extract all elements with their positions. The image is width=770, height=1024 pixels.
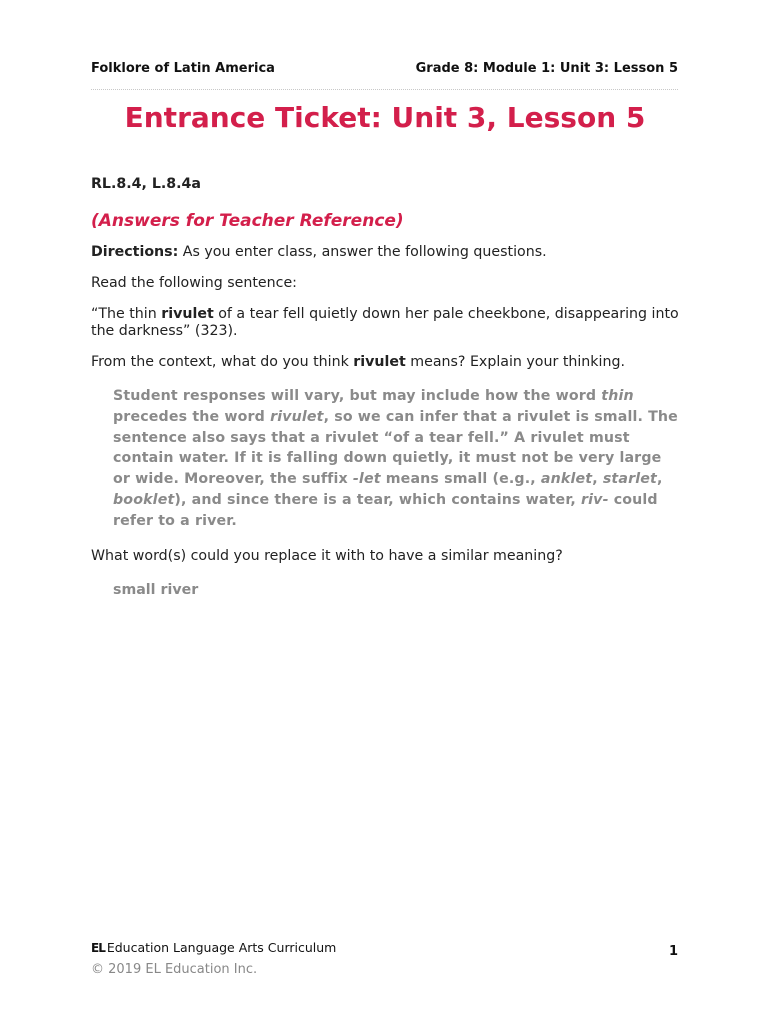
answer-1 bbox=[113, 386, 681, 532]
footer-brand-text: Education Language Arts Curriculum bbox=[106, 940, 337, 955]
header-course-title: Folklore of Latin America bbox=[91, 61, 275, 76]
answer-1-italic: thin bbox=[601, 388, 634, 404]
header-lesson-info: Grade 8: Module 1: Unit 3: Lesson 5 bbox=[415, 61, 678, 76]
answer-1-text: means small (e.g., bbox=[380, 471, 541, 488]
page-title: Entrance Ticket: Unit 3, Lesson 5 bbox=[124, 101, 646, 134]
answer-1-italic: -let bbox=[352, 471, 381, 488]
quoted-sentence bbox=[91, 306, 681, 340]
answer-1-text: Student responses will vary, but may include how the word bbox=[113, 388, 602, 404]
answer-1-italic: booklet bbox=[113, 491, 175, 508]
standards-codes: RL.8.4, L.8.4a bbox=[91, 176, 201, 192]
directions bbox=[91, 244, 681, 261]
answer-1-italic: starlet bbox=[602, 471, 657, 488]
answer-1-text: could refer to a river. bbox=[113, 491, 658, 529]
answer-1-text: , so we can infer that a rivulet is small. The sentence also says that a rivulet “of a tear fell.” A rivulet must contain water. If it is falling down quietly, it must not be very large or wide. Moreover, the suffix bbox=[113, 408, 678, 488]
document-body bbox=[91, 176, 681, 599]
directions-text: As you enter class, answer the following questions. bbox=[178, 244, 547, 260]
read-prompt: Read the following sentence: bbox=[91, 275, 297, 291]
question-1 bbox=[91, 354, 681, 371]
question-1-text-after: means? Explain your thinking. bbox=[405, 354, 625, 370]
answer-1-text: , bbox=[656, 471, 663, 488]
page-header bbox=[91, 61, 678, 76]
question-1-text-before: From the context, what do you think bbox=[91, 354, 354, 370]
question-1-keyword: rivulet bbox=[353, 354, 406, 370]
teacher-reference-note: (Answers for Teacher Reference) bbox=[91, 211, 404, 231]
header-divider bbox=[91, 89, 678, 90]
quote-text-after: of a tear fell quietly down her pale cheekbone, disappearing into the darkness” (323). bbox=[91, 306, 679, 339]
quote-text-before: “The thin bbox=[91, 306, 162, 322]
answer-1-italic: anklet bbox=[540, 471, 593, 488]
answer-1-text: precedes the word bbox=[113, 408, 271, 425]
quote-keyword: rivulet bbox=[161, 306, 214, 322]
directions-label: Directions: bbox=[91, 244, 179, 260]
footer-brand bbox=[91, 940, 336, 955]
answer-1-text: , bbox=[592, 471, 603, 488]
question-2: What word(s) could you replace it with to have a similar meaning? bbox=[91, 547, 563, 564]
answer-1-italic: rivulet bbox=[270, 408, 324, 425]
el-logo-icon: EL bbox=[91, 940, 105, 955]
copyright-notice: © 2019 EL Education Inc. bbox=[91, 962, 258, 977]
answer-1-text: ), and since there is a tear, which contains water, bbox=[174, 491, 582, 508]
answer-1-italic: riv- bbox=[581, 491, 609, 508]
answer-2: small river bbox=[113, 581, 199, 598]
page-number: 1 bbox=[668, 944, 678, 959]
